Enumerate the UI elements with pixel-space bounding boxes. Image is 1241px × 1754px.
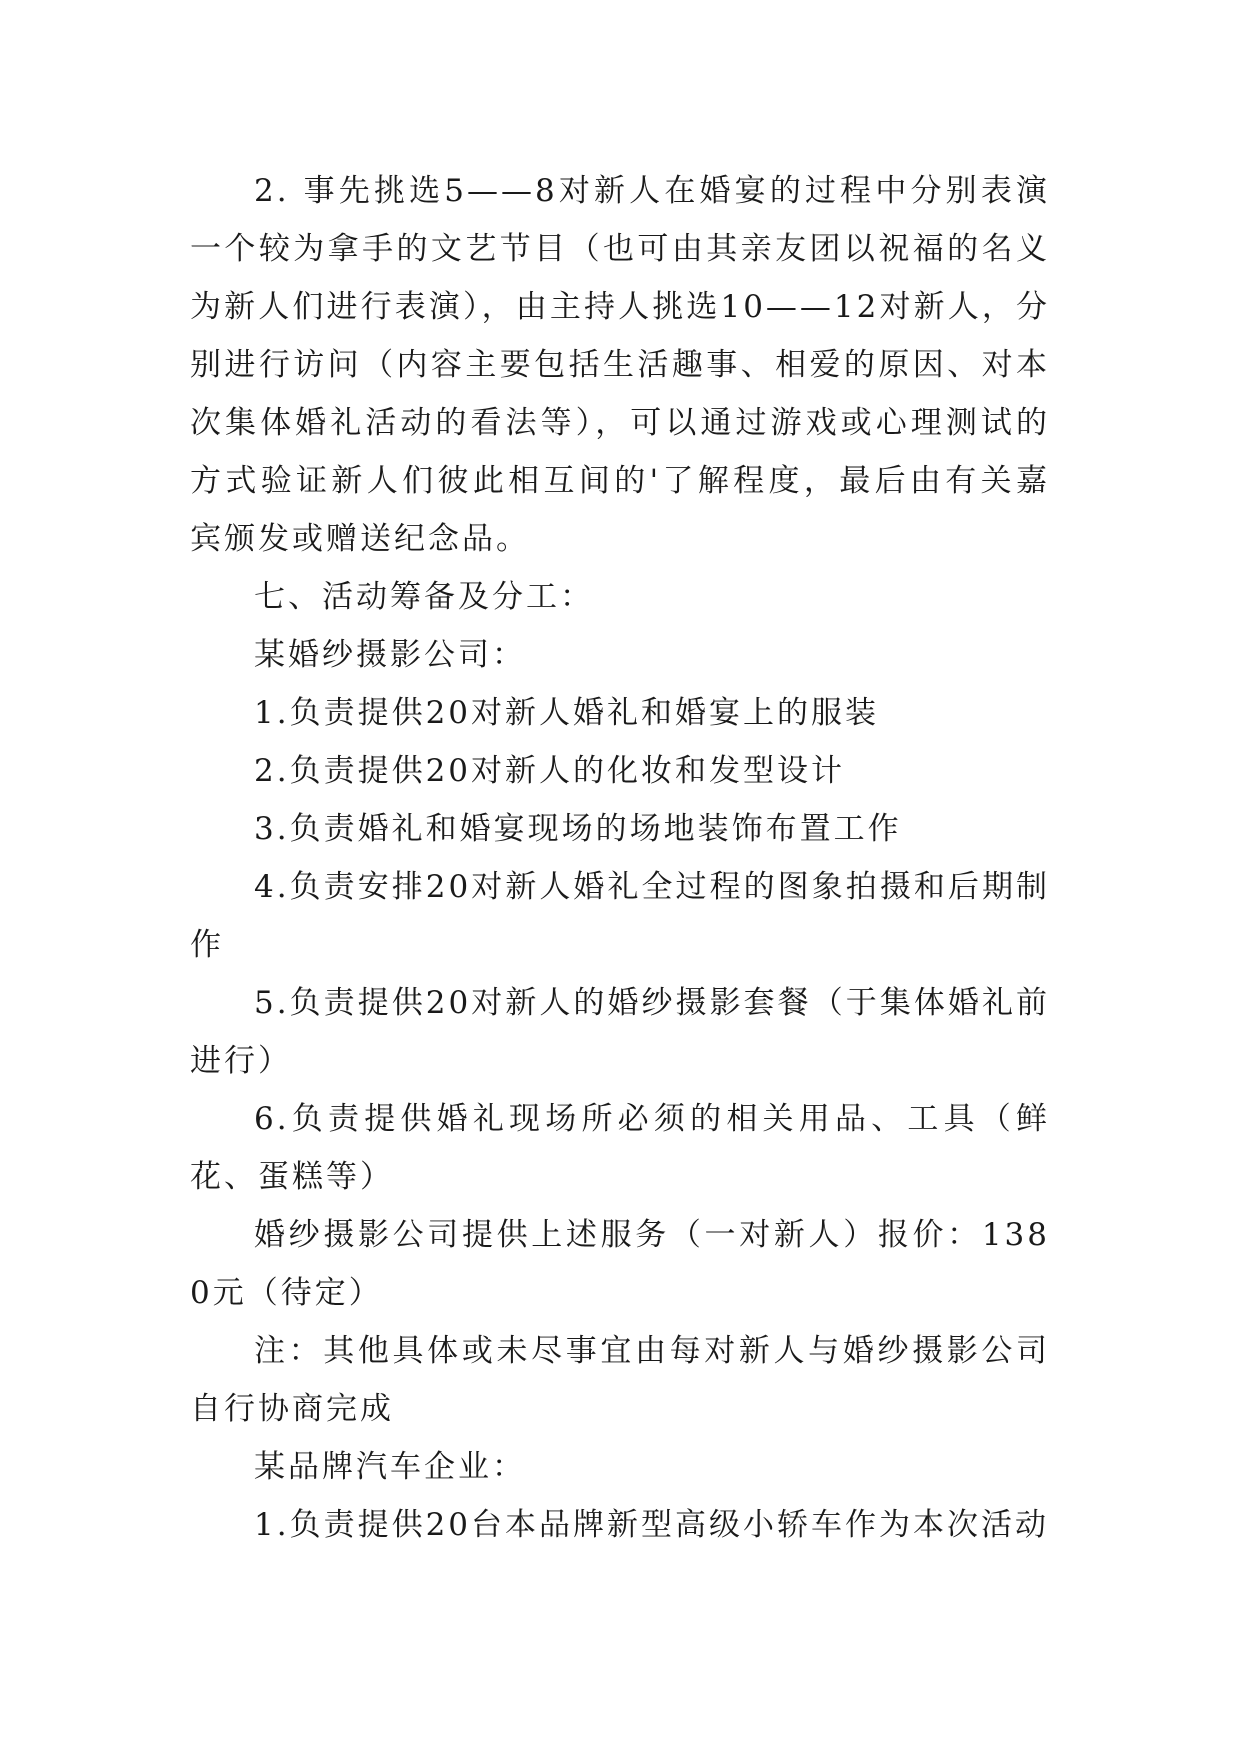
list-item: 6.负责提供婚礼现场所必须的相关用品、工具（鲜花、蛋糕等） (190, 1101, 1050, 1195)
paragraph-program-performances: 2. 事先挑选5——8对新人在婚宴的过程中分别表演一个较为拿手的文艺节目（也可由其亲友团以祝福的名义为新人们进行表演），由主持人挑选10——12对新人，分别进行访问（内容主要包括生活趣事、相爱的原因、对本次集体婚礼活动的看法等），可以通过游戏或心理测试的方式验证新人们彼此相互间的'了解程度，最后由有关嘉宾颁发或赠送纪念品。 (190, 173, 1050, 557)
section-heading-preparation: 七、活动筹备及分工： (254, 579, 594, 615)
document-body (190, 162, 1050, 1554)
list-item: 1.负责提供20对新人婚礼和婚宴上的服装 (254, 695, 880, 731)
subheading-wedding-photo-company: 某婚纱摄影公司： (254, 637, 526, 673)
list-item: 3.负责婚礼和婚宴现场的场地装饰布置工作 (254, 811, 902, 847)
paragraph-note: 注：其他具体或未尽事宜由每对新人与婚纱摄影公司自行协商完成 (190, 1333, 1050, 1427)
list-item: 5.负责提供20对新人的婚纱摄影套餐（于集体婚礼前进行） (190, 985, 1050, 1079)
paragraph-price-quote: 婚纱摄影公司提供上述服务（一对新人）报价：1380元（待定） (190, 1217, 1050, 1311)
list-item: 4.负责安排20对新人婚礼全过程的图象拍摄和后期制作 (190, 869, 1050, 963)
subheading-car-company: 某品牌汽车企业： (254, 1449, 526, 1485)
list-item: 1.负责提供20台本品牌新型高级小轿车作为本次活动 (254, 1507, 1050, 1543)
list-item: 2.负责提供20对新人的化妆和发型设计 (254, 753, 846, 789)
